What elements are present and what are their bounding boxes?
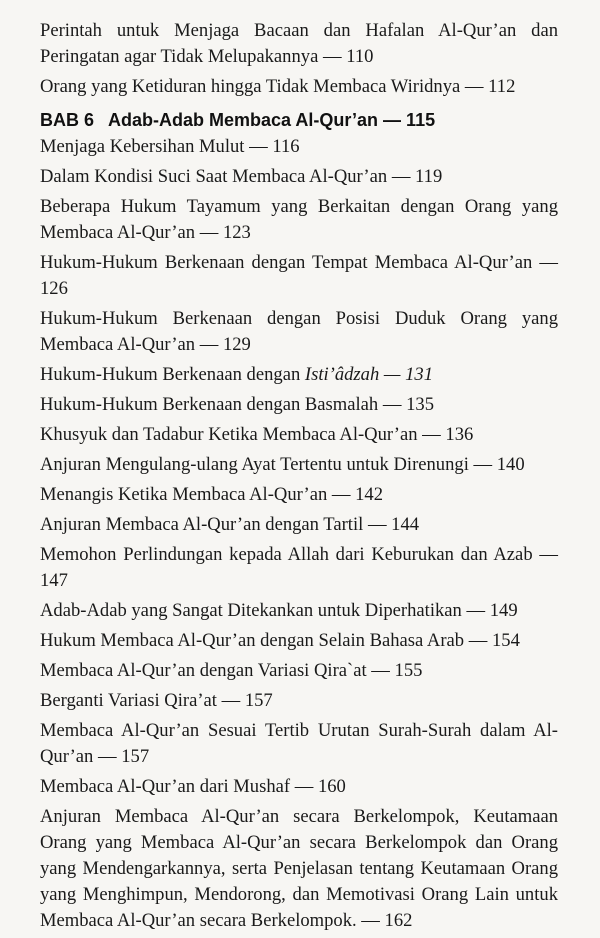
chapter-heading: [40, 108, 558, 132]
toc-entry: Khusyuk dan Tadabur Ketika Membaca Al-Qur’an — 136: [40, 424, 474, 445]
table-of-contents: [40, 18, 558, 938]
toc-entry: Hukum-Hukum Berkenaan dengan Tempat Membaca Al-Qur’an — 126: [40, 252, 558, 299]
toc-entry: [40, 362, 558, 388]
toc-entry: Membaca Al-Qur’an dengan Variasi Qira`at — 155: [40, 660, 423, 681]
toc-entry: Orang yang Ketiduran hingga Tidak Membaca Wiridnya — 112: [40, 76, 516, 97]
toc-entry: Memohon Perlindungan kepada Allah dari Keburukan dan Azab — 147: [40, 544, 558, 591]
toc-entry: Hukum-Hukum Berkenaan dengan Posisi Duduk Orang yang Membaca Al-Qur’an — 129: [40, 308, 558, 355]
toc-entry: Hukum Membaca Al-Qur’an dengan Selain Bahasa Arab — 154: [40, 630, 520, 651]
chapter-number: BAB 6: [40, 110, 95, 130]
toc-entry: Perintah untuk Menjaga Bacaan dan Hafalan Al-Qur’an dan Peringatan agar Tidak Melupakannya — 110: [40, 20, 558, 67]
toc-entry: Membaca Al-Qur’an dari Mushaf — 160: [40, 776, 346, 797]
toc-entry: Anjuran Membaca Al-Qur’an secara Berkelompok, Keutamaan Orang yang Membaca Al-Qur’an secara Berkelompok dan Orang yang Mendengarkannya, serta Penjelasan tentang Keutamaan Orang yang Menghimpun, Mendorong, dan Memotivasi Orang Lain untuk Membaca Al-Qur’an secara Berkelompok. — 162: [40, 806, 558, 931]
toc-entry: Berganti Variasi Qira’at — 157: [40, 690, 273, 711]
toc-entry: Adab-Adab yang Sangat Ditekankan untuk Diperhatikan — 149: [40, 600, 518, 621]
toc-entry: Menangis Ketika Membaca Al-Qur’an — 142: [40, 484, 384, 505]
toc-entry: Beberapa Hukum Tayamum yang Berkaitan dengan Orang yang Membaca Al-Qur’an — 123: [40, 196, 558, 243]
toc-entry-text: Hukum-Hukum Berkenaan dengan: [40, 364, 305, 385]
toc-entry: Anjuran Membaca Al-Qur’an dengan Tartil — 144: [40, 514, 420, 535]
toc-entry: Anjuran Mengulang-ulang Ayat Tertentu untuk Direnungi — 140: [40, 454, 525, 475]
toc-entry: Hukum-Hukum Berkenaan dengan Basmalah — 135: [40, 394, 434, 415]
toc-entry-italic-term: Isti’âdzah — 131: [304, 364, 433, 385]
chapter-title: Adab-Adab Membaca Al-Qur’an — 115: [108, 110, 436, 130]
toc-entry: Membaca Al-Qur’an Sesuai Tertib Urutan Surah-Surah dalam Al-Qur’an — 157: [40, 720, 558, 767]
toc-entry: Dalam Kondisi Suci Saat Membaca Al-Qur’an — 119: [40, 166, 443, 187]
toc-entry: Menjaga Kebersihan Mulut — 116: [40, 136, 300, 157]
